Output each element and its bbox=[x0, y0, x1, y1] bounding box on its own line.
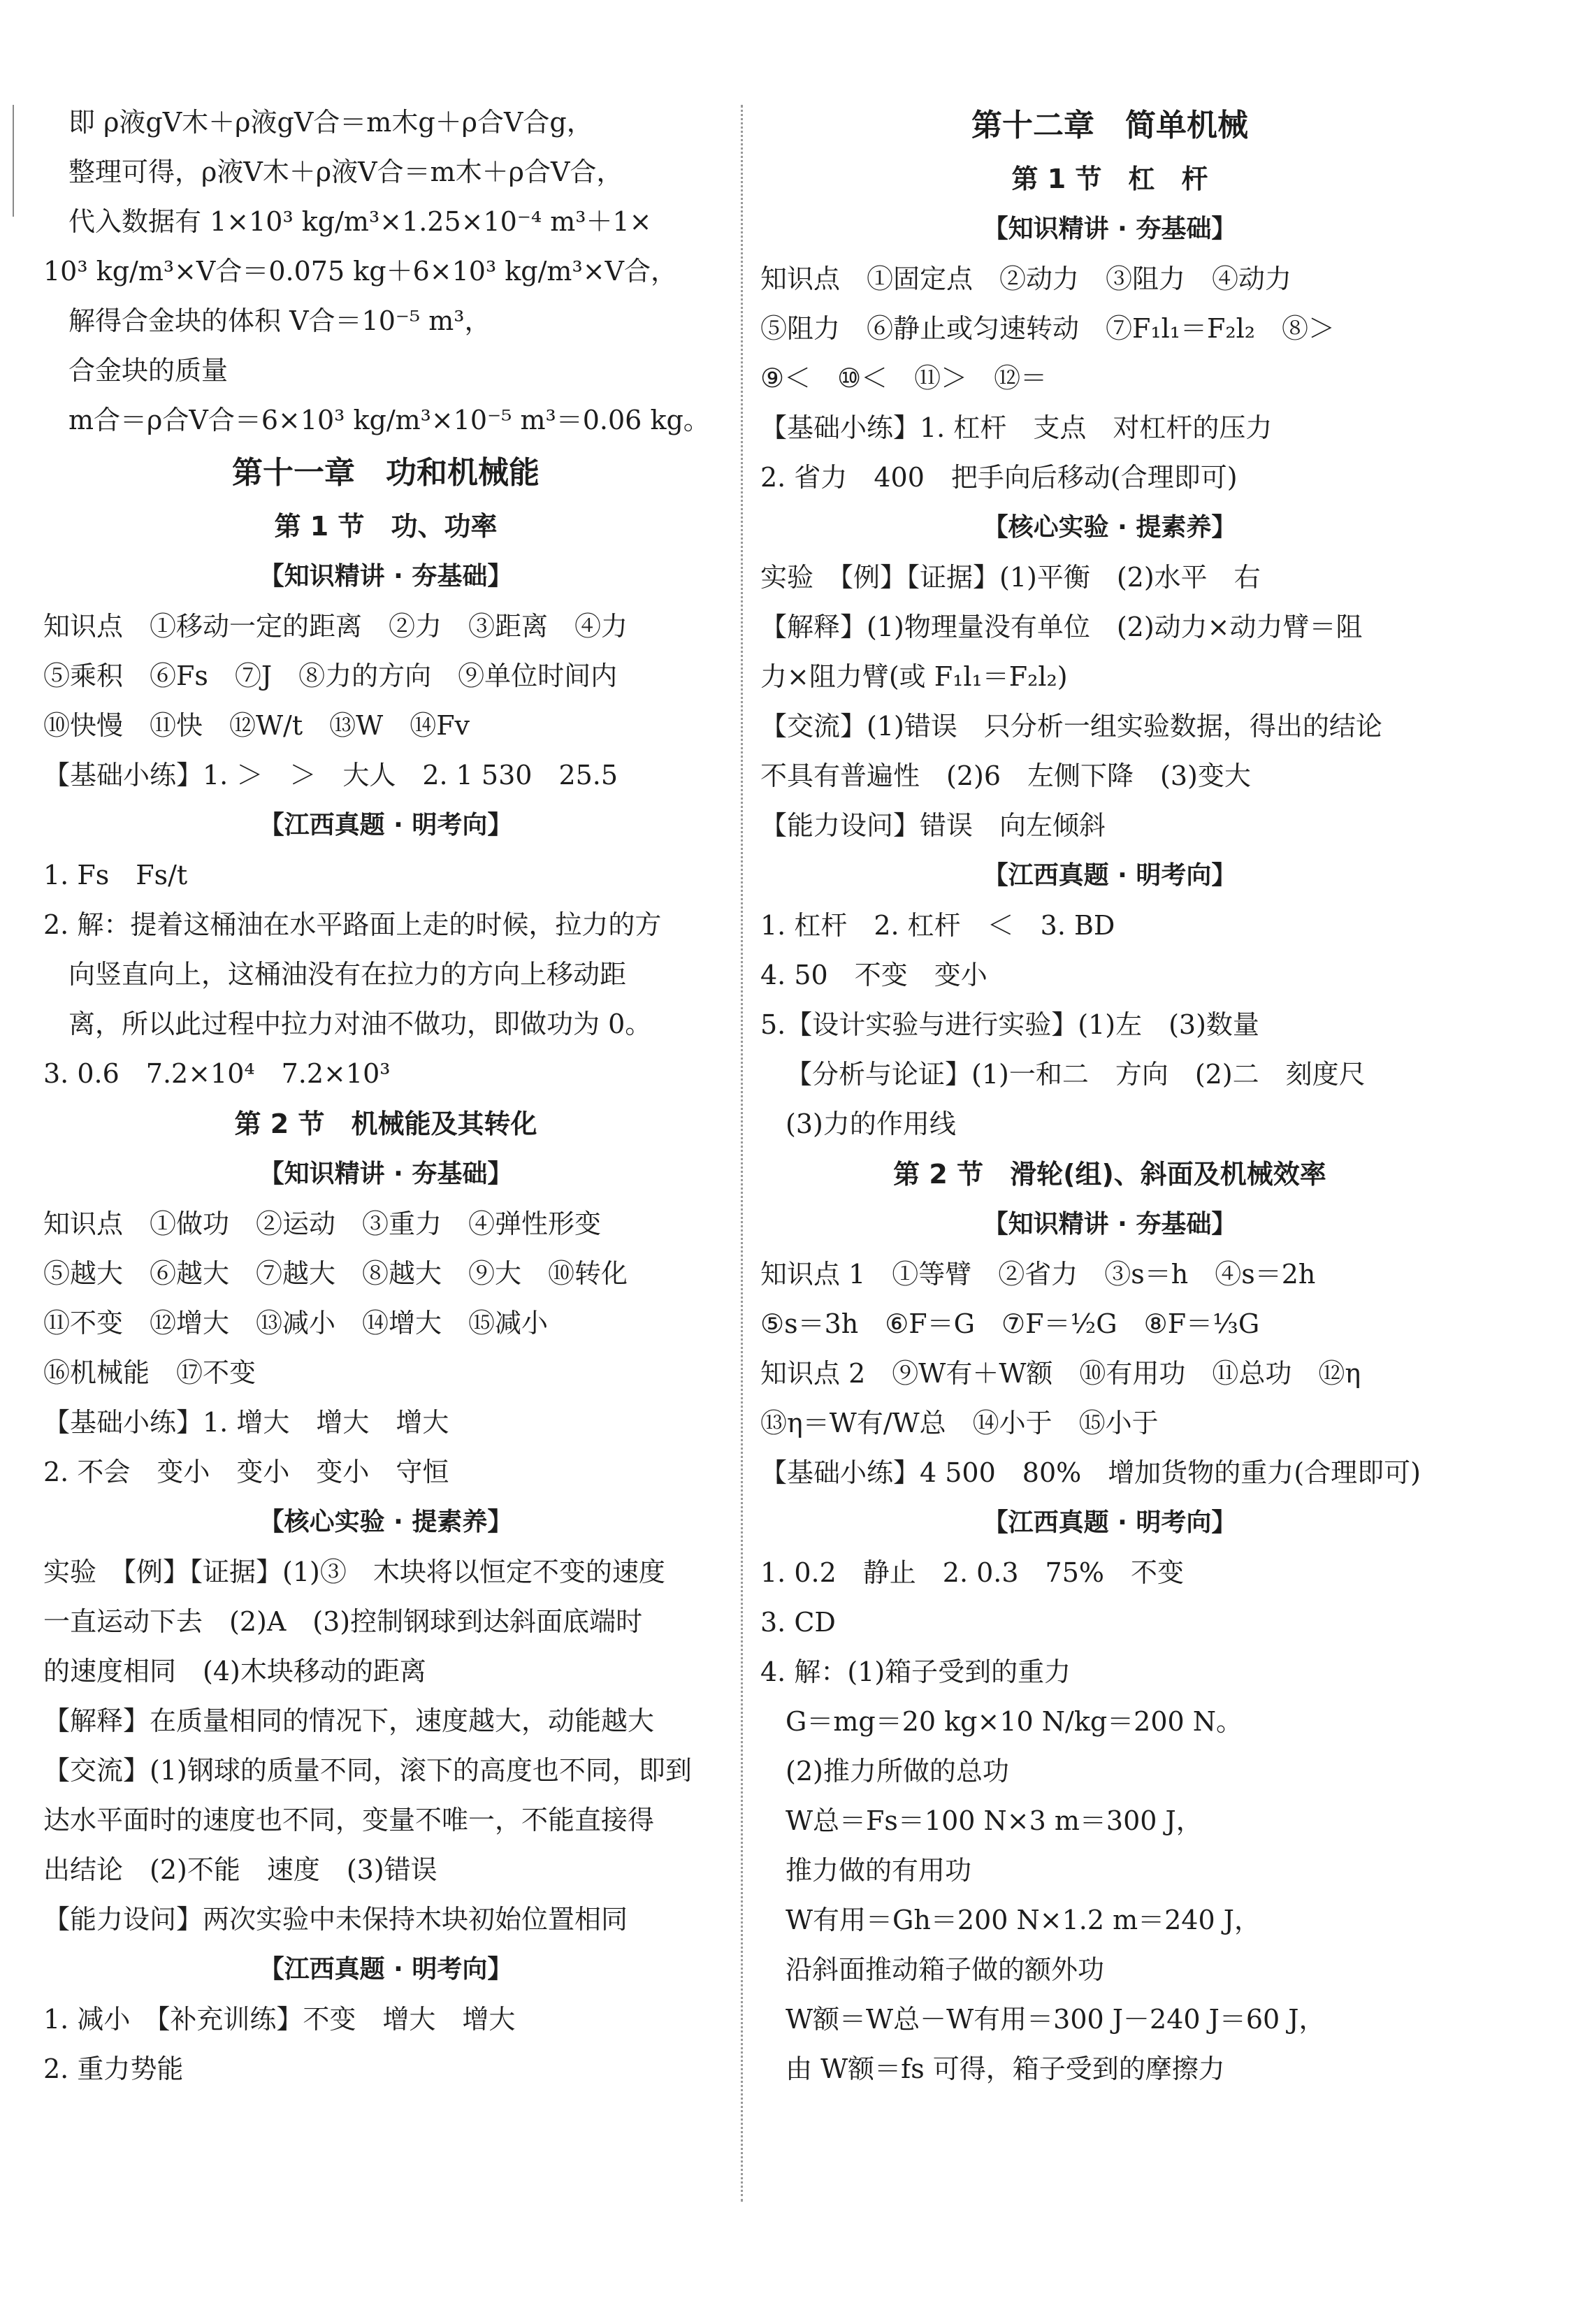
section-title: 第 2 节 机械能及其转化 bbox=[234, 1109, 537, 1139]
text-line: 即 ρ液gV木＋ρ液gV合＝m木g＋ρ合V合g， bbox=[68, 107, 593, 138]
text-line: 的速度相同 (4)木块移动的距离 bbox=[43, 1656, 426, 1687]
text-line: ⑤阻力 ⑥静止或匀速转动 ⑦F₁l₁＝F₂l₂ ⑧＞ bbox=[760, 313, 1335, 344]
text-line: 3. 0.6 7.2×10⁴ 7.2×10³ bbox=[43, 1058, 391, 1089]
text-line: 向竖直向上，这桶油没有在拉力的方向上移动距 bbox=[68, 959, 627, 990]
text-line: ⑤越大 ⑥越大 ⑦越大 ⑧越大 ⑨大 ⑩转化 bbox=[43, 1258, 628, 1289]
section-heading: 【核心实验 · 提素养】 bbox=[983, 513, 1237, 542]
chapter-title: 第十二章 简单机械 bbox=[971, 108, 1248, 143]
text-line: W总＝Fs＝100 N×3 m＝300 J， bbox=[786, 1805, 1203, 1836]
text-line: 整理可得，ρ液V木＋ρ液V合＝m木＋ρ合V合， bbox=[68, 157, 623, 187]
section-heading: 【知识精讲 · 夯基础】 bbox=[983, 1210, 1237, 1239]
text-line: 知识点 1 ①等臂 ②省力 ③s＝h ④s＝2h bbox=[760, 1259, 1316, 1290]
text-line: 【基础小练】1. 杠杆 支点 对杠杆的压力 bbox=[760, 412, 1273, 443]
text-line: 沿斜面推动箱子做的额外功 bbox=[786, 1954, 1105, 1985]
text-line: 离，所以此过程中拉力对油不做功，即做功为 0。 bbox=[68, 1009, 652, 1039]
text-line: 知识点 ①固定点 ②动力 ③阻力 ④动力 bbox=[760, 264, 1292, 294]
text-line: 一直运动下去 (2)A (3)控制钢球到达斜面底端时 bbox=[43, 1606, 643, 1637]
section-heading: 【知识精讲 · 夯基础】 bbox=[259, 1160, 513, 1188]
text-line: 2. 省力 400 把手向后移动(合理即可) bbox=[760, 462, 1238, 493]
text-line: (3)力的作用线 bbox=[786, 1109, 956, 1139]
text-line: 【基础小练】1. ＞ ＞ 大人 2. 1 530 25.5 bbox=[43, 760, 618, 791]
text-line: 不具有普遍性 (2)6 左侧下降 (3)变大 bbox=[760, 760, 1251, 791]
text-line: 合金块的质量 bbox=[68, 355, 229, 386]
text-line: 2. 重力势能 bbox=[43, 2054, 184, 2084]
section-heading: 【江西真题 · 明考向】 bbox=[983, 861, 1237, 890]
text-line: 实验 【例】【证据】(1)平衡 (2)水平 右 bbox=[760, 562, 1261, 593]
chapter-title: 第十一章 功和机械能 bbox=[232, 455, 540, 491]
text-line: 知识点 ①移动一定的距离 ②力 ③距离 ④力 bbox=[43, 611, 628, 642]
section-heading: 【江西真题 · 明考向】 bbox=[259, 811, 513, 839]
section-heading: 【江西真题 · 明考向】 bbox=[259, 1955, 513, 1984]
text-line: 【基础小练】1. 增大 增大 增大 bbox=[43, 1407, 449, 1438]
text-line: 3. CD bbox=[760, 1607, 836, 1638]
text-line: 1. 减小 【补充训练】不变 增大 增大 bbox=[43, 2004, 516, 2035]
solution-continued bbox=[43, 98, 728, 445]
text-line: 1. 0.2 静止 2. 0.3 75% 不变 bbox=[760, 1557, 1184, 1588]
section-title: 第 1 节 功、功率 bbox=[274, 511, 498, 542]
text-line: 解得合金块的体积 V合＝10⁻⁵ m³， bbox=[68, 305, 491, 336]
text-line: m合＝ρ合V合＝6×10³ kg/m³×10⁻⁵ m³＝0.06 kg。 bbox=[68, 405, 710, 435]
right-column bbox=[760, 98, 1459, 2094]
text-line: 【解释】(1)物理量没有单位 (2)动力×动力臂＝阻 bbox=[760, 612, 1363, 642]
text-line: 由 W额＝fs 可得，箱子受到的摩擦力 bbox=[786, 2054, 1225, 2084]
left-column bbox=[43, 98, 728, 2094]
text-line: 知识点 ①做功 ②运动 ③重力 ④弹性形变 bbox=[43, 1208, 602, 1239]
text-line: 2. 不会 变小 变小 变小 守恒 bbox=[43, 1457, 449, 1487]
section-heading: 【核心实验 · 提素养】 bbox=[259, 1508, 513, 1536]
section-title: 第 2 节 滑轮(组)、斜面及机械效率 bbox=[893, 1159, 1326, 1190]
text-line: 【基础小练】4 500 80% 增加货物的重力(合理即可) bbox=[760, 1457, 1421, 1488]
text-line: ⑪不变 ⑫增大 ⑬减小 ⑭增大 ⑮减小 bbox=[43, 1308, 549, 1338]
text-line: 知识点 2 ⑨W有＋W额 ⑩有用功 ⑪总功 ⑫η bbox=[760, 1358, 1361, 1389]
text-line: 4. 50 不变 变小 bbox=[760, 960, 987, 990]
text-line: 推力做的有用功 bbox=[786, 1855, 972, 1886]
text-line: 1. 杠杆 2. 杠杆 ＜ 3. BD bbox=[760, 910, 1115, 941]
text-line: 10³ kg/m³×V合＝0.075 kg＋6×10³ kg/m³×V合， bbox=[43, 256, 677, 287]
text-line: ⑤s＝3h ⑥F＝G ⑦F＝½G ⑧F＝⅓G bbox=[760, 1308, 1260, 1339]
text-line: 达水平面时的速度也不同，变量不唯一，不能直接得 bbox=[43, 1805, 655, 1835]
column-divider bbox=[741, 105, 743, 2202]
text-line: 4. 解：(1)箱子受到的重力 bbox=[760, 1657, 1071, 1687]
text-line: G＝mg＝20 kg×10 N/kg＝200 N。 bbox=[786, 1706, 1243, 1737]
text-line: ⑨＜ ⑩＜ ⑪＞ ⑫＝ bbox=[760, 363, 1048, 394]
text-line: 【交流】(1)错误 只分析一组实验数据，得出的结论 bbox=[760, 711, 1382, 742]
text-line: 【解释】在质量相同的情况下，速度越大，动能越大 bbox=[43, 1705, 655, 1736]
text-line: 【能力设问】两次实验中未保持木块初始位置相同 bbox=[43, 1904, 628, 1935]
text-line: 2. 解：提着这桶油在水平路面上走的时候，拉力的方 bbox=[43, 909, 662, 940]
text-line: 1. Fs Fs/t bbox=[43, 860, 188, 890]
text-line: ⑤乘积 ⑥Fs ⑦J ⑧力的方向 ⑨单位时间内 bbox=[43, 661, 618, 691]
text-line: W额＝W总－W有用＝300 J－240 J＝60 J， bbox=[786, 2004, 1326, 2035]
text-line: 力×阻力臂(或 F₁l₁＝F₂l₂) bbox=[760, 661, 1068, 692]
text-line: 出结论 (2)不能 速度 (3)错误 bbox=[43, 1854, 437, 1885]
section-title: 第 1 节 杠 杆 bbox=[1011, 164, 1208, 194]
text-line: 【能力设问】错误 向左倾斜 bbox=[760, 810, 1106, 841]
text-line: 5.【设计实验与进行实验】(1)左 (3)数量 bbox=[760, 1009, 1259, 1040]
text-line: 【分析与论证】(1)一和二 方向 (2)二 刻度尺 bbox=[786, 1059, 1366, 1090]
text-line: W有用＝Gh＝200 N×1.2 m＝240 J， bbox=[786, 1905, 1261, 1935]
section-heading: 【江西真题 · 明考向】 bbox=[983, 1508, 1237, 1537]
margin-mark bbox=[13, 105, 14, 217]
text-line: ⑩快慢 ⑪快 ⑫W/t ⑬W ⑭Fv bbox=[43, 710, 470, 741]
text-line: 代入数据有 1×10³ kg/m³×1.25×10⁻⁴ m³＋1× bbox=[68, 206, 652, 237]
section-heading: 【知识精讲 · 夯基础】 bbox=[259, 562, 513, 591]
text-line: ⑯机械能 ⑰不变 bbox=[43, 1357, 256, 1388]
text-line: 【交流】(1)钢球的质量不同，滚下的高度也不同，即到 bbox=[43, 1755, 692, 1786]
text-line: (2)推力所做的总功 bbox=[786, 1756, 1009, 1787]
section-heading: 【知识精讲 · 夯基础】 bbox=[983, 215, 1237, 243]
text-line: ⑬η＝W有/W总 ⑭小于 ⑮小于 bbox=[760, 1408, 1159, 1438]
text-line: 实验 【例】【证据】(1)③ 木块将以恒定不变的速度 bbox=[43, 1557, 665, 1587]
